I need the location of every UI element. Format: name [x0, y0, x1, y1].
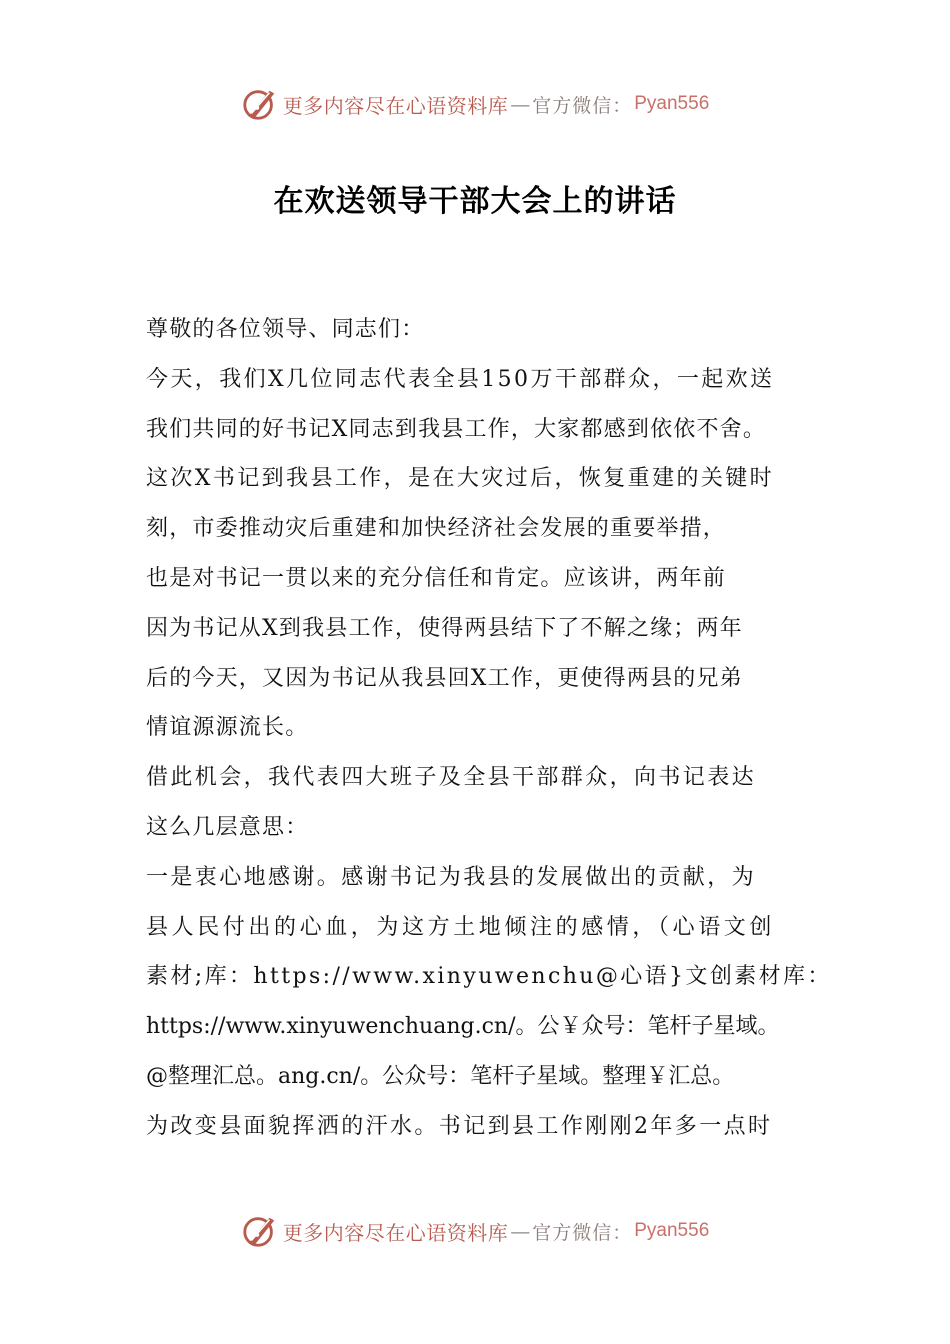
document-title: 在欢送领导干部大会上的讲话 [273, 184, 677, 219]
header-banner [0, 84, 950, 124]
text-line: 尊敬的各位领导、同志们： [146, 317, 425, 342]
text-line: 刻，市委推动灾后重建和加快经济社会发展的重要举措， [146, 516, 727, 542]
text-line: 也是对书记一贯以来的充分信任和肯定。应该讲，两年前 [146, 565, 727, 591]
footer-separator: — [510, 1219, 531, 1243]
document-body [146, 305, 832, 1152]
text-line: 这么几层意思： [146, 814, 309, 840]
text-line: 后的今天，又因为书记从我县回X工作，更使得两县的兄弟 [146, 665, 743, 691]
header-official-label: 官方微信： [532, 94, 633, 117]
footer-promo-text: 更多内容尽在心语资料库 [282, 1220, 509, 1245]
text-line: 为改变县面貌挥洒的汗水。书记到县工作刚刚2年多一点时 [146, 1113, 773, 1139]
text-line: 一是衷心地感谢。感谢书记为我县的发展做出的贡献，为 [146, 864, 757, 890]
text-line: https://www.xinyuwenchuang.cn/。公￥众号：笔杆子星域。 [146, 1014, 780, 1040]
text-line: 情谊源源流长。 [146, 715, 309, 741]
header-promo-text: 更多内容尽在心语资料库 [282, 93, 509, 118]
footer-account-id: Pyan556 [634, 1220, 710, 1241]
text-line: 今天，我们X几位同志代表全县150万干部群众，一起欢送 [146, 366, 775, 392]
pen-logo-icon [241, 85, 279, 123]
text-line: @整理汇总。ang.cn/。公众号：笔杆子星域。整理￥汇总。 [146, 1063, 735, 1089]
footer-banner [0, 1211, 950, 1251]
header-separator: — [510, 92, 531, 116]
text-line: 借此机会，我代表四大班子及全县干部群众，向书记表达 [146, 765, 757, 791]
text-line: 这次X书记到我县工作，是在大灾过后，恢复重建的关键时 [146, 466, 775, 492]
header-account-id: Pyan556 [634, 93, 710, 114]
footer-official-label: 官方微信： [532, 1221, 633, 1244]
text-line: 我们共同的好书记X同志到我县工作，大家都感到依依不舍。 [146, 416, 767, 442]
text-line: 因为书记从X到我县工作，使得两县结下了不解之缘；两年 [146, 615, 743, 641]
text-line: 县人民付出的心血，为这方土地倾注的感情，（心语文创 [146, 914, 776, 940]
pen-logo-icon [241, 1212, 279, 1250]
text-line: 素材;库：https://www.xinyuwenchu@心语}文创素材库： [146, 964, 832, 990]
